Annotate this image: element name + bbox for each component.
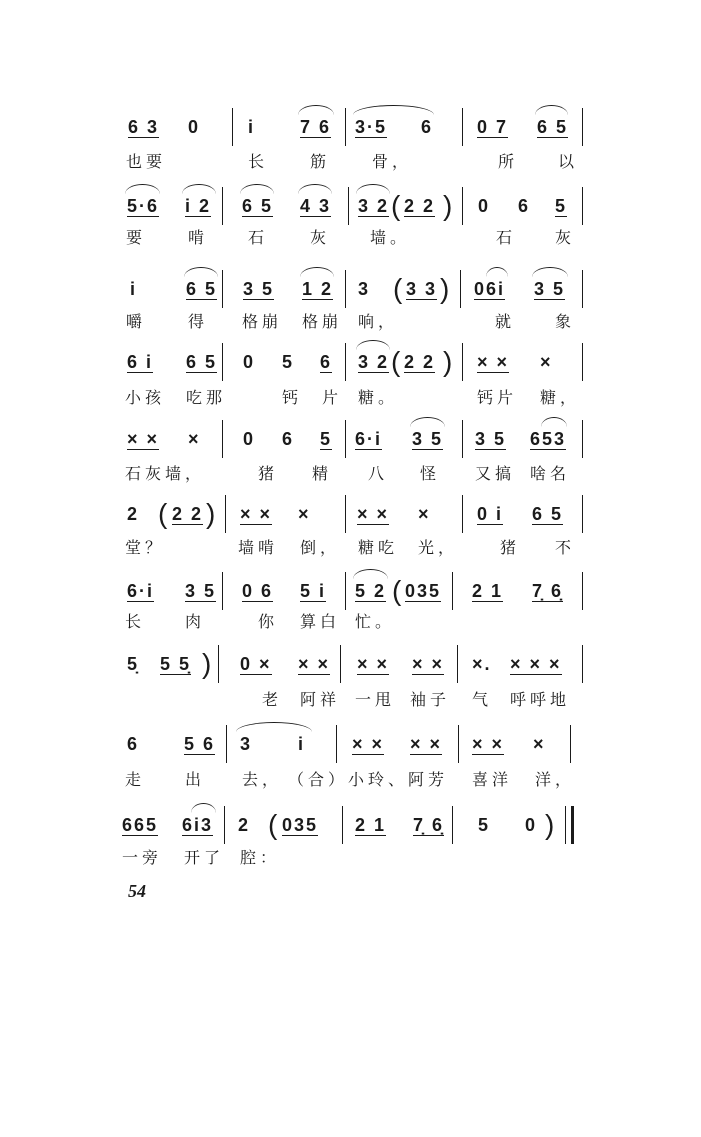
- lyric-text: 格崩: [302, 312, 343, 331]
- lyric-text: 也要: [126, 152, 167, 171]
- barline: [462, 420, 463, 458]
- lyric-text: 就: [495, 312, 516, 331]
- barline: [226, 725, 227, 763]
- lyric-text: 八: [368, 464, 389, 483]
- slur-arc: [541, 417, 567, 427]
- bracket: ): [440, 273, 450, 304]
- lyric-text: 光，: [418, 538, 459, 557]
- bracket: (: [158, 498, 168, 529]
- lyric-text: 洋，: [535, 770, 576, 789]
- note-group: 6 5: [186, 279, 218, 299]
- lyric-text: 墙。: [370, 228, 411, 247]
- note-group: 6·i: [127, 581, 155, 601]
- note-group: 035: [405, 581, 442, 601]
- lyric-text: 出: [185, 770, 206, 789]
- lyric-text: 猪: [500, 538, 521, 557]
- lyric-text: 算白: [300, 612, 341, 631]
- note-group: × ×: [410, 734, 443, 754]
- barline: [462, 343, 463, 381]
- bracket: ): [545, 809, 555, 840]
- note-group: 2 2: [404, 196, 436, 216]
- lyric-text: 堂？: [125, 538, 166, 557]
- slur-arc: [356, 184, 390, 194]
- lyric-text: 你: [258, 612, 279, 631]
- note-group: 5̣: [127, 654, 140, 674]
- barline: [336, 725, 337, 763]
- lyric-text: 以: [558, 152, 579, 171]
- slur-arc: [236, 722, 312, 732]
- barline: [452, 806, 453, 844]
- note-group: × ×: [357, 504, 390, 524]
- barline: [218, 645, 219, 683]
- note-group: 2 1: [472, 581, 504, 601]
- lyric-text: 去，: [242, 770, 283, 789]
- note-group: 6: [518, 196, 531, 216]
- barline: [582, 187, 583, 225]
- note-group: 3 5: [534, 279, 566, 299]
- note-group: 6 5: [537, 117, 569, 137]
- lyric-text: 开了: [184, 848, 225, 867]
- lyric-text: 袖子: [410, 690, 451, 709]
- lyric-text: 糖，: [540, 388, 581, 407]
- lyric-text: 响，: [358, 312, 399, 331]
- lyric-text: 又搞: [475, 464, 516, 483]
- slur-arc: [184, 267, 218, 277]
- barline: [345, 495, 346, 533]
- note-group: 6 5: [186, 352, 218, 372]
- final-double-barline: [565, 806, 574, 844]
- note-group: 5 6: [184, 734, 216, 754]
- bracket: (: [391, 346, 401, 377]
- bracket: ): [202, 648, 212, 679]
- note-group: 653: [530, 429, 567, 449]
- note-group: i: [130, 279, 138, 299]
- page-number: 54: [128, 881, 146, 901]
- note-group: 0: [478, 196, 491, 216]
- lyric-text: 所: [498, 152, 519, 171]
- slur-arc: [191, 803, 216, 813]
- note-group: 6: [421, 117, 434, 137]
- bracket: ): [443, 346, 453, 377]
- note-group: 3 5: [243, 279, 275, 299]
- lyric-text: 石: [496, 228, 517, 247]
- barline: [222, 343, 223, 381]
- barline: [582, 645, 583, 683]
- bracket: (: [392, 575, 402, 606]
- slur-arc: [182, 184, 216, 194]
- lyric-text: 吃那: [186, 388, 227, 407]
- note-group: × ×: [357, 654, 390, 674]
- barline: [345, 420, 346, 458]
- note-group: 3 5: [475, 429, 507, 449]
- slur-arc: [356, 340, 390, 350]
- lyric-text: 肉: [185, 612, 206, 631]
- barline: [222, 187, 223, 225]
- slur-arc: [353, 569, 388, 579]
- note-group: 0 7: [477, 117, 509, 137]
- bracket: (: [391, 190, 401, 221]
- lyric-text: 啃: [188, 228, 209, 247]
- note-group: 3: [358, 279, 371, 299]
- slur-arc: [298, 184, 332, 194]
- lyric-text: 精: [312, 464, 333, 483]
- note-group: 0 6: [242, 581, 274, 601]
- lyric-text: 糖吃: [358, 538, 399, 557]
- note-group: 5: [555, 196, 568, 216]
- note-group: 665: [122, 815, 159, 835]
- lyric-text: 长: [125, 612, 146, 631]
- slur-arc: [532, 267, 568, 277]
- note-group: 0: [188, 117, 201, 137]
- slur-arc: [125, 184, 160, 194]
- lyric-text: 糖。: [358, 388, 399, 407]
- barline: [582, 420, 583, 458]
- note-group: 2: [127, 504, 140, 524]
- note-group: 6i3: [182, 815, 214, 835]
- lyric-text: 石灰墙，: [125, 464, 206, 483]
- barline: [462, 108, 463, 146]
- note-group: 5 2: [355, 581, 387, 601]
- note-group: 3 5: [412, 429, 444, 449]
- lyric-text: 象: [555, 312, 576, 331]
- note-group: 3 2: [358, 196, 390, 216]
- barline: [342, 806, 343, 844]
- barline: [345, 270, 346, 308]
- note-group: × ×: [412, 654, 445, 674]
- note-group: 2 2: [404, 352, 436, 372]
- note-group: 5 i: [300, 581, 327, 601]
- slur-arc: [240, 184, 274, 194]
- lyric-text: 石: [248, 228, 269, 247]
- note-group: 1 2: [302, 279, 334, 299]
- note-group: 3 2: [358, 352, 390, 372]
- note-group: 6: [282, 429, 295, 449]
- barline: [340, 645, 341, 683]
- note-group: 7 6: [300, 117, 332, 137]
- lyric-text: 格崩: [242, 312, 283, 331]
- note-group: ×: [540, 352, 553, 372]
- note-group: 0: [243, 429, 256, 449]
- lyric-text: 老: [262, 690, 283, 709]
- lyric-text: 灰: [310, 228, 331, 247]
- slur-arc: [410, 417, 445, 427]
- note-group: 5: [478, 815, 491, 835]
- note-group: 0 i: [477, 504, 504, 524]
- lyric-text: 长: [248, 152, 269, 171]
- note-group: 0: [525, 815, 538, 835]
- lyric-text: 骨，: [372, 152, 413, 171]
- note-group: 2: [238, 815, 251, 835]
- note-group: 7̣ 6̣: [532, 581, 564, 601]
- note-group: 06i: [474, 279, 506, 299]
- note-group: 2 2: [172, 504, 204, 524]
- note-group: 6: [127, 734, 140, 754]
- note-group: 4 3: [300, 196, 332, 216]
- slur-arc: [353, 105, 434, 115]
- lyric-text: 片: [322, 388, 343, 407]
- note-group: ×: [418, 504, 431, 524]
- barline: [582, 495, 583, 533]
- note-group: × ×: [472, 734, 505, 754]
- note-group: × ×: [352, 734, 385, 754]
- note-group: 2 1: [355, 815, 387, 835]
- note-group: ×: [533, 734, 546, 754]
- lyric-text: 呼呼地: [510, 690, 571, 709]
- barline: [460, 270, 461, 308]
- lyric-text: 钙片: [477, 388, 518, 407]
- note-group: 7̣ 6̣: [413, 815, 445, 835]
- slur-arc: [300, 267, 334, 277]
- note-group: 6·i: [355, 429, 383, 449]
- note-group: i: [248, 117, 256, 137]
- lyric-text: 不: [555, 538, 576, 557]
- barline: [345, 572, 346, 610]
- lyric-text: （合）小玲、阿芳: [288, 770, 449, 789]
- lyric-text: 倒，: [300, 538, 341, 557]
- note-group: 6 5: [242, 196, 274, 216]
- note-group: 0 ×: [240, 654, 272, 674]
- barline: [345, 343, 346, 381]
- barline: [225, 495, 226, 533]
- slur-arc: [486, 267, 508, 277]
- slur-arc: [298, 105, 334, 115]
- barline: [222, 572, 223, 610]
- lyric-text: 筋: [310, 152, 331, 171]
- barline: [452, 572, 453, 610]
- lyric-text: 啥名: [530, 464, 571, 483]
- barline: [582, 108, 583, 146]
- note-group: × ×: [240, 504, 273, 524]
- note-group: 0: [243, 352, 256, 372]
- barline: [457, 645, 458, 683]
- lyric-text: 猪: [258, 464, 279, 483]
- barline: [462, 495, 463, 533]
- barline: [582, 270, 583, 308]
- note-group: 035: [282, 815, 319, 835]
- lyric-text: 一甩: [355, 690, 396, 709]
- note-group: 3·5: [355, 117, 388, 137]
- note-group: 6 5: [532, 504, 564, 524]
- lyric-text: 阿祥: [300, 690, 341, 709]
- slur-arc: [535, 105, 568, 115]
- lyric-text: 一旁: [122, 848, 163, 867]
- barline: [232, 108, 233, 146]
- note-group: i: [298, 734, 306, 754]
- note-group: 6 i: [127, 352, 154, 372]
- bracket: ): [206, 498, 216, 529]
- note-group: 5·6: [127, 196, 160, 216]
- bracket: (: [393, 273, 403, 304]
- barline: [224, 806, 225, 844]
- note-group: 3 3: [406, 279, 438, 299]
- note-group: 6 3: [128, 117, 160, 137]
- note-group: 5: [320, 429, 333, 449]
- barline: [582, 343, 583, 381]
- note-group: × ×: [298, 654, 331, 674]
- lyric-text: 灰: [555, 228, 576, 247]
- bracket: (: [268, 809, 278, 840]
- note-group: × ×: [477, 352, 510, 372]
- barline: [462, 187, 463, 225]
- note-group: 3: [240, 734, 253, 754]
- lyric-text: 小孩: [125, 388, 166, 407]
- note-group: × ×: [127, 429, 160, 449]
- barline: [348, 187, 349, 225]
- note-group: ×.: [472, 654, 492, 674]
- note-group: 5: [282, 352, 295, 372]
- note-group: 6: [320, 352, 333, 372]
- lyric-text: 怪: [420, 464, 441, 483]
- lyric-text: 要: [126, 228, 147, 247]
- note-group: ×: [298, 504, 311, 524]
- lyric-text: 气: [472, 690, 493, 709]
- lyric-text: 钙: [282, 388, 303, 407]
- barline: [582, 572, 583, 610]
- note-group: i 2: [185, 196, 212, 216]
- barline: [222, 270, 223, 308]
- barline: [458, 725, 459, 763]
- note-group: ×: [188, 429, 201, 449]
- barline: [345, 108, 346, 146]
- lyric-text: 腔：: [240, 848, 281, 867]
- bracket: ): [443, 190, 453, 221]
- lyric-text: 走: [125, 770, 146, 789]
- barline: [222, 420, 223, 458]
- barline: [570, 725, 571, 763]
- lyric-text: 嚼: [126, 312, 147, 331]
- lyric-text: 忙。: [355, 612, 396, 631]
- note-group: 5 5̣: [160, 654, 192, 674]
- note-group: 3 5: [185, 581, 217, 601]
- lyric-text: 墙啃: [238, 538, 279, 557]
- note-group: × × ×: [510, 654, 562, 674]
- lyric-text: 得: [188, 312, 209, 331]
- lyric-text: 喜洋: [472, 770, 513, 789]
